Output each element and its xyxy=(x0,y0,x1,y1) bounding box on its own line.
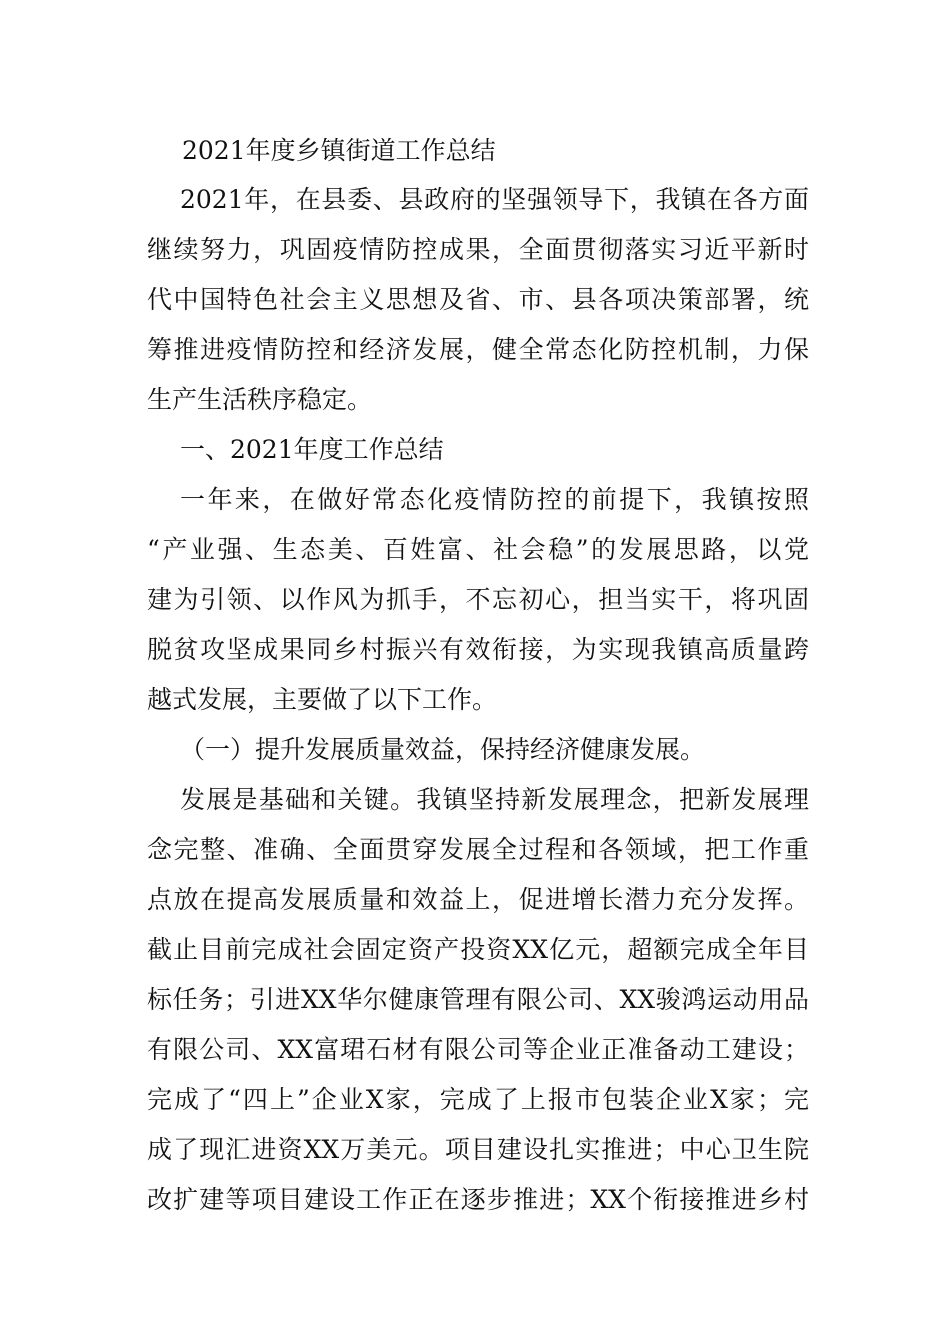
paragraph-line: 标任务；引进XX华尔健康管理有限公司、XX骏鸿运动用品 xyxy=(147,985,809,1014)
paragraph-line: 改扩建等项目建设工作正在逐步推进；XX个衔接推进乡村 xyxy=(147,1185,809,1214)
document-title: 2021年度乡镇街道工作总结 xyxy=(182,136,496,165)
subsection-heading: （一）提升发展质量效益，保持经济健康发展。 xyxy=(180,735,706,764)
paragraph-line: 完成了“四上”企业X家，完成了上报市包装企业X家；完 xyxy=(147,1085,809,1114)
paragraph-line: “产业强、生态美、百姓富、社会稳”的发展思路，以党 xyxy=(147,535,809,564)
paragraph-line: 越式发展，主要做了以下工作。 xyxy=(147,685,498,714)
paragraph-line: 脱贫攻坚成果同乡村振兴有效衔接，为实现我镇高质量跨 xyxy=(147,635,809,664)
paragraph-line: 成了现汇进资XX万美元。项目建设扎实推进；中心卫生院 xyxy=(147,1135,809,1164)
paragraph-line: 有限公司、XX富珺石材有限公司等企业正准备动工建设； xyxy=(147,1035,809,1064)
paragraph-line: 发展是基础和关键。我镇坚持新发展理念，把新发展理 xyxy=(180,785,809,814)
paragraph-line: 生产生活秩序稳定。 xyxy=(147,385,373,414)
paragraph-line: 截止目前完成社会固定资产投资XX亿元，超额完成全年目 xyxy=(147,935,809,964)
paragraph-line: 2021年，在县委、县政府的坚强领导下，我镇在各方面 xyxy=(180,185,809,214)
paragraph-line: 念完整、准确、全面贯穿发展全过程和各领域，把工作重 xyxy=(147,835,809,864)
paragraph-line: 继续努力，巩固疫情防控成果，全面贯彻落实习近平新时 xyxy=(147,235,809,264)
paragraph-line: 筹推进疫情防控和经济发展，健全常态化防控机制，力保 xyxy=(147,335,809,364)
paragraph-line: 建为引领、以作风为抓手，不忘初心，担当实干，将巩固 xyxy=(147,585,809,614)
section-heading: 一、2021年度工作总结 xyxy=(180,435,444,464)
paragraph-line: 点放在提高发展质量和效益上，促进增长潜力充分发挥。 xyxy=(147,885,809,914)
paragraph-line: 一年来，在做好常态化疫情防控的前提下，我镇按照 xyxy=(180,485,809,514)
paragraph-line: 代中国特色社会主义思想及省、市、县各项决策部署，统 xyxy=(147,285,809,314)
